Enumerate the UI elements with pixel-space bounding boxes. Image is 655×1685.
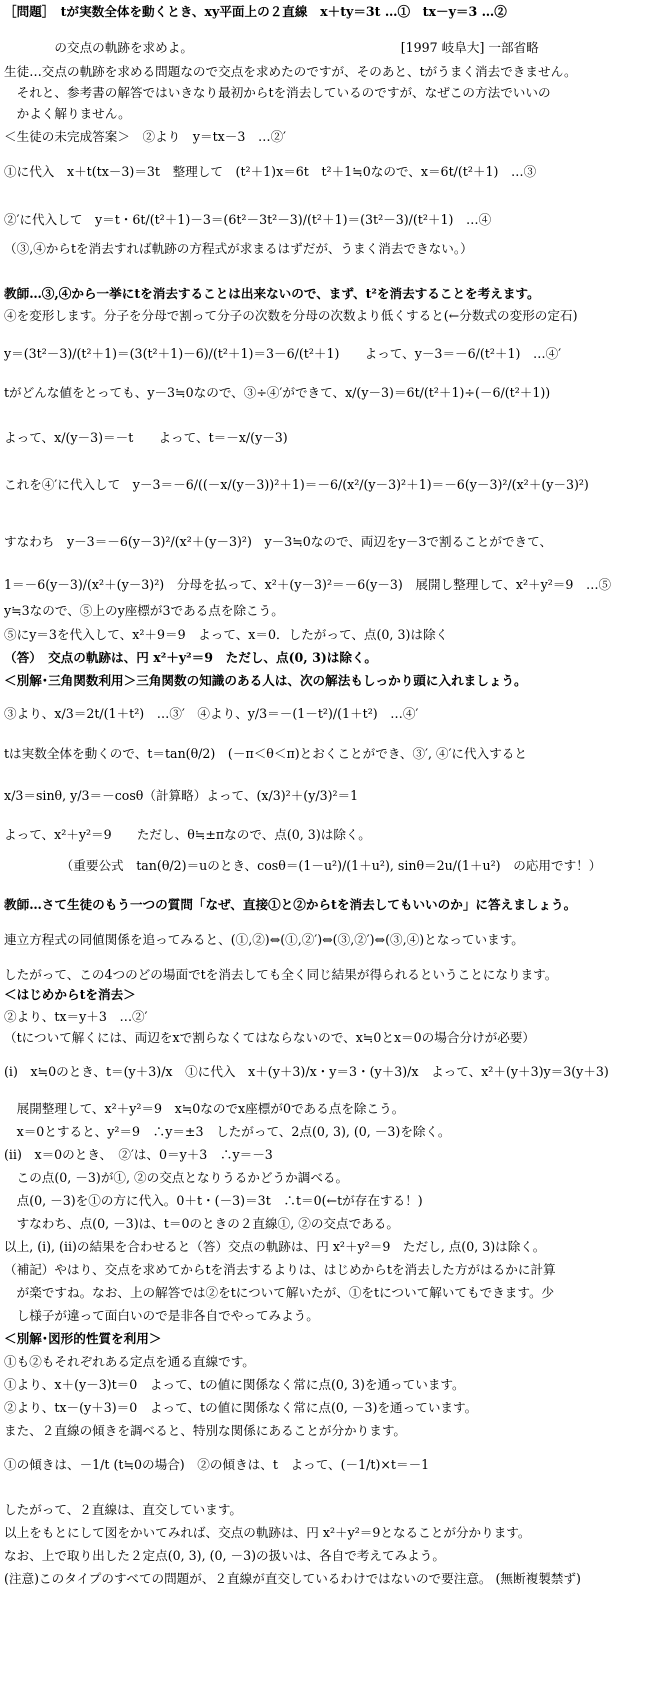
text-line: これを④′に代入して y－3＝－6/((－x/(y－3))²＋1)＝－6/(x²/(y－3)²＋1)＝－6(y－3)²/(x²＋(y－3)²) <box>4 477 589 492</box>
text-line: ③より、x/3＝2t/(1＋t²) …③′ ④より、y/3＝－(1－t²)/(1＋t²) …④′ <box>4 706 419 721</box>
text-line: 展開整理して、x²＋y²＝9 x≒0なのでx座標が0である点を除こう。 <box>4 1101 405 1116</box>
text-line: それと、参考書の解答ではいきなり最初からtを消去しているのですが、なぜこの方法でいいの <box>4 85 551 100</box>
text-line: 点(0, －3)を①の方に代入。0＋t・(－3)＝3t ∴t＝0(←tが存在する！) <box>4 1193 423 1208</box>
text-line: (ⅰ) x≒0のとき、t＝(y＋3)/x ①に代入 x＋(y＋3)/x・y＝3・(y＋3)/x よって、x²＋(y＋3)y＝3(y＋3) <box>4 1064 609 1079</box>
text-line: また、２直線の傾きを調べると、特別な関係にあることが分かります。 <box>4 1423 406 1438</box>
text-line: ②より、tx＝y＋3 …②′ <box>4 1009 148 1024</box>
text-line: tがどんな値をとっても、y－3≒0なので、③÷④′ができて、x/(y－3)＝6t/(t²＋1)÷(－6/(t²＋1)) <box>4 385 551 400</box>
text-line: y＝(3t²－3)/(t²＋1)＝(3(t²＋1)－6)/(t²＋1)＝3－6/(t²＋1) よって、y－3＝－6/(t²＋1) …④′ <box>4 346 562 361</box>
text-line: ⑤にy＝3を代入して、x²＋9＝9 よって、x＝0．したがって、点(0, 3)は除く <box>4 627 449 642</box>
text-line: ④を変形します。分子を分母で割って分子の次数を分母の次数より低くすると(←分数式の変形の定石) <box>4 308 578 323</box>
text-line: （補記）やはり、交点を求めてからtを消去するよりは、はじめからtを消去した方がはるかに計算 <box>4 1262 556 1277</box>
text-line: ①より、x＋(y－3)t＝0 よって、tの値に関係なく常に点(0, 3)を通っています。 <box>4 1377 465 1392</box>
text-line: したがって、２直線は、直交しています。 <box>4 1502 243 1517</box>
text-line: ②′に代入して y＝t・6t/(t²＋1)－3＝(6t²－3t²－3)/(t²＋1)＝(3t²－3)/(t²＋1) …④ <box>4 212 492 227</box>
text-line: 以上, (ⅰ), (ⅱ)の結果を合わせると（答）交点の軌跡は、円 x²＋y²＝9 ただし, 点(0, 3)は除く。 <box>4 1239 546 1254</box>
text-line: 1＝－6(y－3)/(x²＋(y－3)²) 分母を払って、x²＋(y－3)²＝－6(y－3) 展開し整理して、x²＋y²＝9 …⑤ <box>4 577 612 592</box>
text-line: x/3＝sinθ, y/3＝－cosθ（計算略）よって、(x/3)²＋(y/3)²＝1 <box>4 788 359 803</box>
text-line: の交点の軌跡を求めよ。 [1997 岐阜大] 一部省略 <box>4 40 539 55</box>
text-line: ＜生徒の未完成答案＞ ②より y＝tx－3 …②′ <box>4 129 287 144</box>
text-line: 教師…③,④から一挙にtを消去することは出来ないので、まず、t²を消去することを考えます。 <box>4 286 540 301</box>
text-line: すなわち y－3＝－6(y－3)²/(x²＋(y－3)²) y－3≒0なので、両辺をy－3で割ることができて、 <box>4 534 553 549</box>
text-line: ＜はじめからtを消去＞ <box>4 987 136 1002</box>
text-line: し様子が違って面白いので是非各自でやってみよう。 <box>4 1308 319 1323</box>
text-line: ＜別解･図形的性質を利用＞ <box>4 1331 162 1346</box>
text-line: この点(0, －3)が①, ②の交点となりうるかどうか調べる。 <box>4 1170 349 1185</box>
text-line: したがって、この4つのどの場面でtを消去しても全く同じ結果が得られるということになります。 <box>4 967 558 982</box>
text-line: (ⅱ) x＝0のとき、 ②′は、0＝y＋3 ∴y＝－3 <box>4 1147 273 1162</box>
text-line: 連立方程式の同値関係を追ってみると、(①,②)⇔(①,②′)⇔(③,②′)⇔(③,④)となっています。 <box>4 932 524 947</box>
text-line: が楽ですね。なお、上の解答では②をtについて解いたが、①をtについて解いてもできます。少 <box>4 1285 555 1300</box>
text-line: 教師…さて生徒のもう一つの質問「なぜ、直接①と②からtを消去してもいいのか」に答えましょう。 <box>4 897 577 912</box>
text-line: （③,④からtを消去すれば軌跡の方程式が求まるはずだが、うまく消去できない。） <box>4 241 473 256</box>
text-line: ①も②もそれぞれある定点を通る直線です。 <box>4 1354 255 1369</box>
text-line: tは実数全体を動くので、t＝tan(θ/2) (－π＜θ＜π)とおくことができ、③′, ④′に代入すると <box>4 746 527 761</box>
text-line: かよく解りません。 <box>4 106 131 121</box>
text-line: すなわち、点(0, －3)は、t＝0のときの２直線①, ②の交点である。 <box>4 1216 399 1231</box>
text-line: よって、x²＋y²＝9 ただし、θ≒±πなので、点(0, 3)は除く。 <box>4 827 371 842</box>
text-line: ［問題］ tが実数全体を動くとき、xy平面上の２直線 x＋ty＝3t …① tx－y＝3 …② <box>4 4 507 19</box>
text-line: なお、上で取り出した２定点(0, 3), (0, －3)の扱いは、各自で考えてみよう。 <box>4 1548 445 1563</box>
text-line: ②より、tx－(y＋3)＝0 よって、tの値に関係なく常に点(0, －3)を通っています。 <box>4 1400 478 1415</box>
text-line: よって、x/(y－3)＝－t よって、t＝－x/(y－3) <box>4 430 288 445</box>
text-line: x＝0とすると、y²＝9 ∴y＝±3 したがって、2点(0, 3), (0, －3)を除く。 <box>4 1124 451 1139</box>
text-line: y≒3なので、⑤上のy座標が3である点を除こう。 <box>4 603 284 618</box>
text-line: (注意)このタイプのすべての問題が、２直線が直交しているわけではないので要注意。 (無断複製禁ず) <box>4 1571 581 1586</box>
text-line: （重要公式 tan(θ/2)＝uのとき、cosθ＝(1－u²)/(1＋u²), sinθ＝2u/(1＋u²) の応用です！） <box>4 858 602 873</box>
text-line: 以上をもとにして図をかいてみれば、交点の軌跡は、円 x²＋y²＝9となることが分かります。 <box>4 1525 531 1540</box>
text-line: ①に代入 x＋t(tx－3)＝3t 整理して (t²＋1)x＝6t t²＋1≒0なので、x＝6t/(t²＋1) …③ <box>4 164 537 179</box>
text-line: （答） 交点の軌跡は、円 x²＋y²＝9 ただし、点(0, 3)は除く。 <box>4 650 377 665</box>
text-line: 生徒…交点の軌跡を求める問題なので交点を求めたのですが、そのあと、tがうまく消去できません。 <box>4 64 577 79</box>
text-line: （tについて解くには、両辺をxで割らなくてはならないので、x≒0とx＝0の場合分けが必要） <box>4 1030 536 1045</box>
text-line: ①の傾きは、－1/t (t≒0の場合) ②の傾きは、t よって、(－1/t)×t＝－1 <box>4 1457 430 1472</box>
text-line: ＜別解･三角関数利用＞三角関数の知識のある人は、次の解法もしっかり頭に入れましょう。 <box>4 673 527 688</box>
